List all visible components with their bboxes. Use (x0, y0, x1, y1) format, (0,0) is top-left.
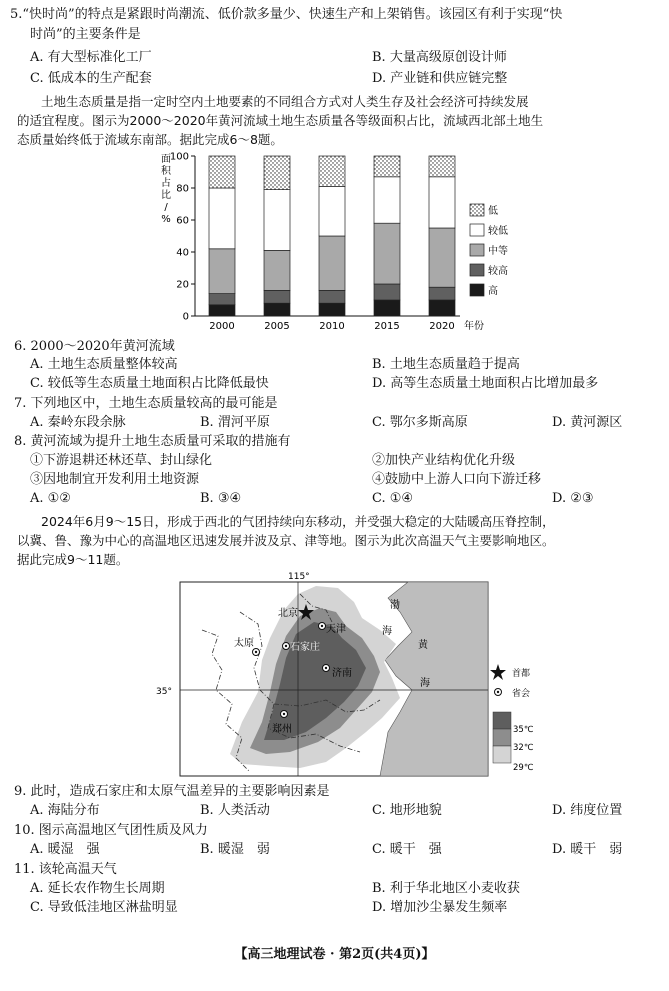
intro-9-11-line3: 据此完成9～11题。 (17, 552, 129, 567)
bar-segment (264, 250, 290, 290)
bar-segment (374, 156, 400, 177)
bar-segment (429, 300, 455, 316)
q11-option-d: D. 增加沙尘暴发生频率 (372, 900, 508, 915)
q11-stem: 11. 该轮高温天气 (14, 862, 117, 877)
bar-segment (264, 303, 290, 316)
svg-text:郑州: 郑州 (272, 724, 292, 735)
y-tick-label: 20 (176, 279, 189, 291)
q7-option-b: B. 渭河平原 (200, 415, 270, 430)
q11-option-a: A. 延长农作物生长周期 (30, 881, 165, 896)
x-tick-label: 2005 (264, 321, 290, 332)
q10-option-b: B. 暖湿 弱 (200, 842, 270, 857)
y-label-char: 积 (161, 166, 171, 177)
q11-option-b: B. 利于华北地区小麦收获 (372, 881, 520, 896)
legend-swatch (470, 204, 484, 216)
svg-text:天津: 天津 (326, 624, 346, 635)
q8-option-b: B. ③④ (200, 491, 242, 506)
intro-6-8 (17, 92, 657, 149)
q6-option-a: A. 土地生态质量整体较高 (30, 357, 178, 372)
q6-option-d: D. 高等生态质量土地面积占比增加最多 (372, 376, 599, 391)
q10-option-c: C. 暖干 强 (372, 842, 442, 857)
q7-option-d: D. 黄河源区 (552, 415, 623, 430)
bar-segment (429, 228, 455, 287)
intro-6-8-line1: 土地生态质量是指一定时空内土地要素的不同组合方式对人类生存及社会经济可持续发展 (41, 94, 529, 109)
y-label-char: 面 (161, 154, 171, 165)
q5-option-c: C. 低成本的生产配套 (30, 71, 152, 86)
bar-segment (429, 287, 455, 300)
q8-item-3: ③因地制宜开发利用土地资源 (30, 472, 200, 487)
q11-option-c: C. 导致低洼地区淋盐明显 (30, 900, 178, 915)
y-label-char: 比 (161, 190, 171, 201)
legend-swatch (470, 224, 484, 236)
bar-segment (319, 186, 345, 236)
legend-swatch-32 (493, 729, 511, 746)
map-lat-label: 35° (156, 687, 172, 697)
q9-stem: 9. 此时，造成石家庄和太原气温差异的主要影响因素是 (14, 784, 330, 799)
bar-segment (319, 290, 345, 303)
bar-segment (319, 236, 345, 290)
y-label-char: / (164, 202, 168, 213)
legend-35: 35℃ (513, 725, 534, 735)
legend-swatch-29 (493, 746, 511, 763)
sea-label-bo: 渤 (390, 600, 400, 611)
q8-stem: 8. 黄河流域为提升土地生态质量可采取的措施有 (14, 434, 291, 449)
legend-label: 较高 (488, 266, 508, 277)
q5-option-b: B. 大量高级原创设计师 (372, 50, 507, 65)
q9-option-c: C. 地形地貌 (372, 803, 442, 818)
legend-label: 高 (488, 286, 498, 297)
bar-segment (209, 188, 235, 249)
q6-option-b: B. 土地生态质量趋于提高 (372, 357, 520, 372)
q5-stem-line2: 时尚”的主要条件是 (30, 27, 141, 42)
intro-6-8-line3: 态质量始终低于流域东南部。据此完成6～8题。 (17, 132, 283, 147)
bar-segment (209, 294, 235, 305)
legend-32: 32℃ (513, 743, 534, 753)
legend-swatch-35 (493, 712, 511, 729)
legend-label: 较低 (488, 226, 508, 237)
legend-swatch (470, 244, 484, 256)
q7-stem: 7. 下列地区中，土地生态质量较高的最可能是 (14, 396, 278, 411)
legend-29: 29℃ (513, 763, 534, 773)
q8-item-1: ①下游退耕还林还草、封山绿化 (30, 453, 213, 468)
bar-segment (209, 156, 235, 188)
land-quality-stacked-bar-chart (150, 148, 550, 333)
bar-segment (264, 290, 290, 303)
q6-option-c: C. 较低等生态质量土地面积占比降低最快 (30, 376, 269, 391)
intro-9-11-line1: 2024年6月9～15日，形成于西北的气团持续向东移动，并受强大稳定的大陆暖高压脊控制， (41, 514, 555, 529)
q5-option-a: A. 有大型标准化工厂 (30, 50, 152, 65)
q8-option-a: A. ①② (30, 491, 71, 506)
y-tick-label: 40 (176, 247, 189, 259)
q7-option-a: A. 秦岭东段余脉 (30, 415, 126, 430)
q9-option-a: A. 海陆分布 (30, 803, 100, 818)
heatwave-map (150, 572, 534, 780)
capital-star-icon (490, 664, 506, 680)
bar-segment (209, 249, 235, 294)
x-tick-label: 2000 (209, 321, 235, 332)
bar-segment (374, 223, 400, 284)
q5-stem-line1: 5.“快时尚”的特点是紧跟时尚潮流、低价款多量少、快速生产和上架销售。该园区有利于实现“快 (10, 7, 563, 22)
legend-swatch (470, 284, 484, 296)
y-label-char: % (161, 214, 171, 225)
x-tick-label: 2010 (319, 321, 345, 332)
svg-text:石家庄: 石家庄 (290, 642, 320, 653)
bar-segment (429, 156, 455, 177)
intro-9-11 (17, 512, 657, 569)
bar-segment (374, 284, 400, 300)
y-tick-label: 60 (176, 215, 189, 227)
q8-option-c: C. ①④ (372, 491, 414, 506)
legend-label: 低 (488, 206, 498, 217)
q7-option-c: C. 鄂尔多斯高原 (372, 415, 468, 430)
y-tick-label: 0 (182, 311, 189, 323)
legend-capital: 首都 (512, 669, 531, 679)
legend-provincial: 省会 (512, 689, 531, 699)
sea-label-huang: 黄 (418, 640, 428, 651)
bar-segment (374, 177, 400, 223)
bar-segment (429, 177, 455, 228)
bar-segment (264, 156, 290, 190)
q10-option-d: D. 暖干 弱 (552, 842, 623, 857)
y-tick-label: 80 (176, 183, 189, 195)
svg-text:太原: 太原 (234, 638, 254, 649)
bar-segment (319, 156, 345, 186)
sea-label-hai-1: 海 (382, 626, 392, 637)
q10-stem: 10. 图示高温地区气团性质及风力 (14, 823, 208, 838)
page-footer: 【高三地理试卷 · 第2页(共4页)】 (234, 947, 435, 962)
map-lon-label: 115° (288, 572, 310, 582)
q9-option-d: D. 纬度位置 (552, 803, 623, 818)
chart-y-axis-label (161, 153, 172, 225)
svg-text:济南: 济南 (332, 668, 352, 679)
x-tick-label: 2020 (429, 321, 455, 332)
legend-label: 中等 (488, 246, 508, 257)
bar-segment (264, 190, 290, 251)
q8-item-4: ④鼓励中上游人口向下游迁移 (372, 472, 542, 487)
q6-stem: 6. 2000～2020年黄河流域 (14, 339, 175, 354)
bar-segment (374, 300, 400, 316)
bar-segment (319, 303, 345, 316)
q8-option-d: D. ②③ (552, 491, 594, 506)
map-legend (490, 664, 534, 773)
q10-option-a: A. 暖湿 强 (30, 842, 100, 857)
legend-swatch (470, 264, 484, 276)
x-axis-label: 年份 (464, 321, 484, 332)
y-label-char: 占 (161, 178, 171, 189)
sea-label-hai-2: 海 (420, 678, 430, 689)
bar-segment (209, 305, 235, 316)
intro-6-8-line2: 的适宜程度。图示为2000～2020年黄河流域土地生态质量各等级面积占比，流域西北部土地生 (17, 113, 544, 128)
y-tick-label: 100 (169, 151, 189, 163)
q9-option-b: B. 人类活动 (200, 803, 270, 818)
x-tick-label: 2015 (374, 321, 400, 332)
q5-option-d: D. 产业链和供应链完整 (372, 71, 508, 86)
q8-item-2: ②加快产业结构优化升级 (372, 453, 516, 468)
intro-9-11-line2: 以冀、鲁、豫为中心的高温地区迅速发展并波及京、津等地。图示为此次高温天气主要影响地区。 (17, 533, 555, 548)
svg-text:北京: 北京 (278, 608, 298, 619)
